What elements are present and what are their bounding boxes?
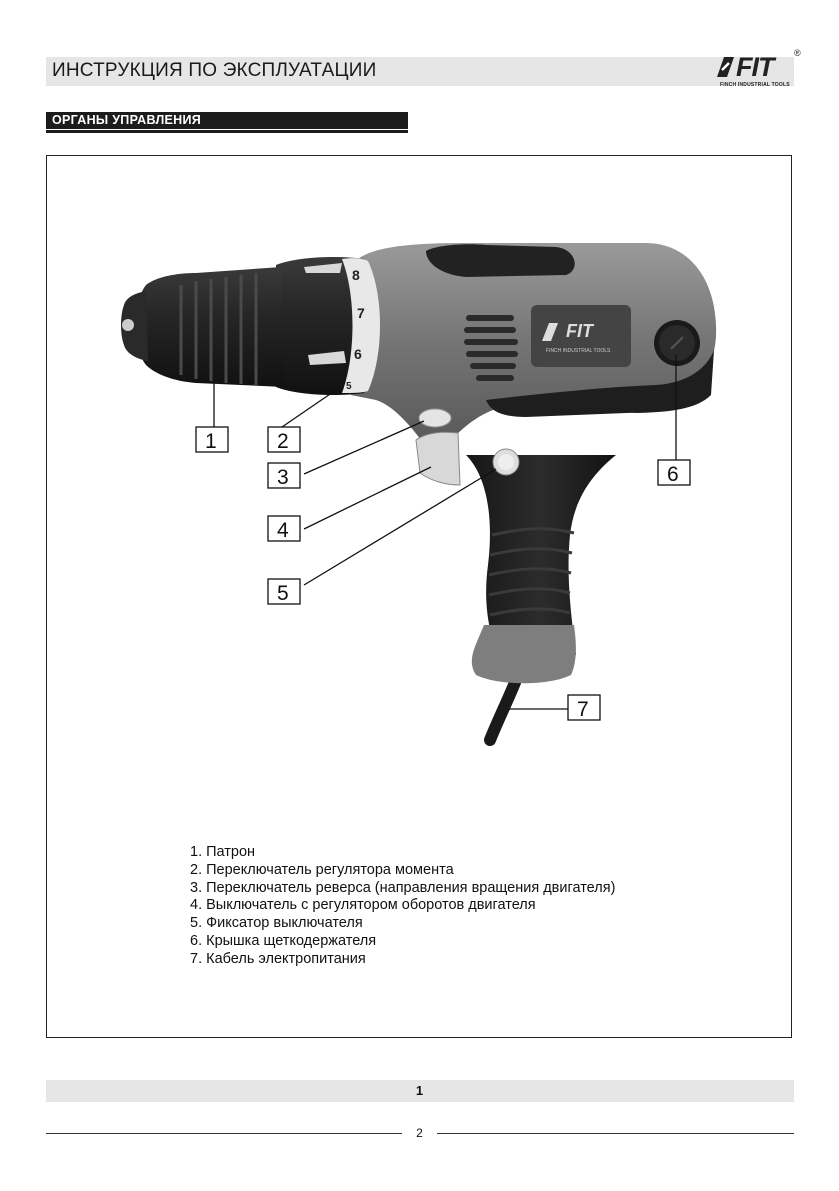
section-title: ОРГАНЫ УПРАВЛЕНИЯ bbox=[52, 113, 202, 127]
legend-item: 3. Переключатель реверса (направления вращения двигателя) bbox=[190, 879, 616, 896]
parts-legend bbox=[190, 844, 615, 969]
legend-item: 4. Выключатель с регулятором оборотов двигателя bbox=[190, 897, 536, 914]
logo-word: FIT bbox=[736, 52, 774, 82]
callout-1-label: 1 bbox=[205, 430, 217, 453]
housing-top-grip bbox=[426, 244, 575, 277]
section-title-underline bbox=[46, 130, 408, 133]
drill-chuck bbox=[135, 267, 284, 387]
callout-3-label: 3 bbox=[277, 466, 289, 489]
callout-2 bbox=[268, 427, 300, 453]
dial-number-6: 6 bbox=[354, 346, 362, 362]
callout-1 bbox=[196, 427, 228, 453]
dial-number-5: 5 bbox=[346, 381, 352, 392]
logo-subtitle: FINCH INDUSTRIAL TOOLS bbox=[720, 82, 790, 88]
dial-number-8: 8 bbox=[352, 267, 360, 283]
callout-7-label: 7 bbox=[577, 698, 589, 721]
callout-6-label: 6 bbox=[667, 463, 679, 486]
callout-2-label: 2 bbox=[277, 430, 289, 453]
section-page-number: 1 bbox=[415, 1083, 424, 1098]
legend-item: 7. Кабель электропитания bbox=[190, 950, 366, 967]
fit-logo bbox=[714, 48, 804, 94]
callout-4-label: 4 bbox=[277, 519, 289, 542]
callout-5-label: 5 bbox=[277, 582, 289, 605]
logo-registered-mark: ® bbox=[794, 48, 801, 58]
logo-slash-icon bbox=[714, 55, 736, 79]
power-cable bbox=[490, 680, 516, 740]
tool-logo-text: FIT bbox=[566, 321, 593, 341]
trigger bbox=[416, 432, 460, 485]
callout-4 bbox=[268, 516, 300, 542]
logo-text bbox=[714, 52, 774, 83]
page-header-title: ИНСТРУКЦИЯ ПО ЭКСПЛУАТАЦИИ bbox=[52, 60, 377, 81]
tool-logo-subtitle: FINCH INDUSTRIAL TOOLS bbox=[546, 348, 611, 354]
handle-butt bbox=[472, 625, 576, 683]
drill-illustration bbox=[46, 155, 792, 775]
reverse-switch bbox=[419, 409, 451, 427]
callout-3 bbox=[268, 463, 300, 489]
callout-5 bbox=[268, 579, 300, 605]
callout-7 bbox=[568, 695, 600, 721]
legend-item: 6. Крышка щеткодержателя bbox=[190, 932, 377, 949]
legend-item: 1. Патрон bbox=[190, 844, 256, 860]
page-number: 2 bbox=[416, 1126, 423, 1140]
callout-6 bbox=[658, 460, 690, 486]
dial-number-7: 7 bbox=[357, 305, 365, 321]
legend-item: 5. Фиксатор выключателя bbox=[190, 915, 363, 932]
legend-item: 2. Переключатель регулятора момента bbox=[190, 861, 454, 878]
